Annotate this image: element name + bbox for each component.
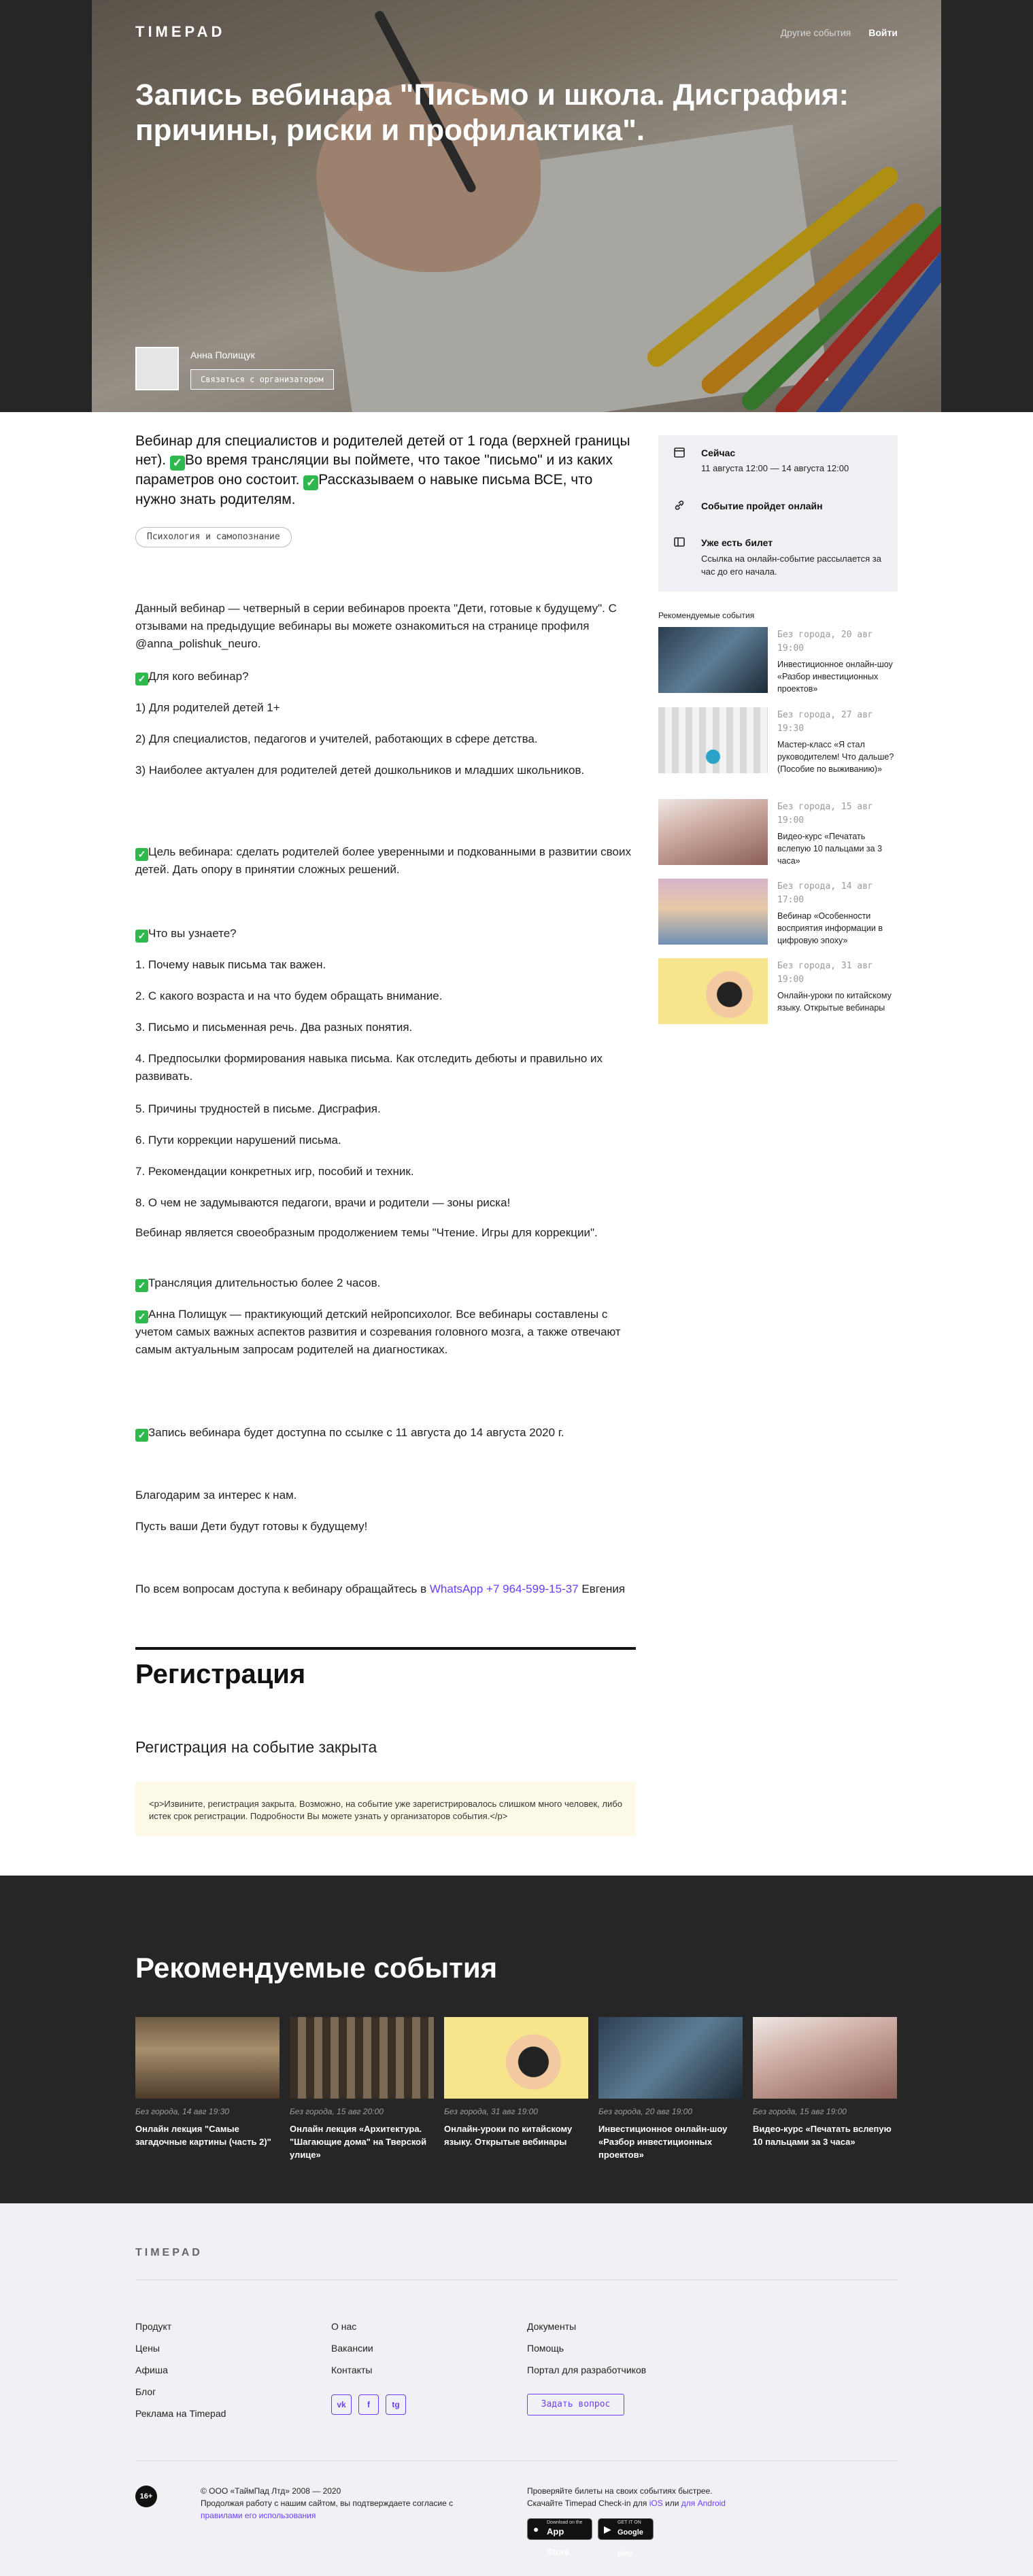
continuation-text: Вебинар является своеобразным продолжением темы "Чтение. Игры для коррекции". <box>135 1226 598 1239</box>
check-icon: ✓ <box>303 475 318 490</box>
rec-title[interactable]: Видео-курс «Печатать вслепую 10 пальцами за 3 часа» <box>777 832 883 866</box>
google-play-badge[interactable] <box>598 2518 654 2558</box>
rec-date: Без города, 14 авг 17:00 <box>777 881 873 905</box>
event-card[interactable] <box>135 2017 280 2148</box>
app-store-badge[interactable] <box>527 2518 592 2557</box>
card-date: Без города, 14 авг 19:30 <box>135 2107 229 2116</box>
facebook-icon[interactable]: f <box>358 2394 379 2415</box>
android-link[interactable]: для Android <box>681 2498 726 2508</box>
footer-col-1 <box>135 2316 226 2424</box>
card-title[interactable]: Онлайн лекция "Самые загадочные картины (часть 2)" <box>135 2124 271 2147</box>
lead-part2: Во время трансляции вы поймете, что такое "письмо" и из каких параметров оно состоит. <box>135 452 613 488</box>
rec-thumbnail[interactable] <box>658 799 768 865</box>
apps-mid: или <box>662 2498 681 2508</box>
check-icon: ✓ <box>135 1310 148 1323</box>
now-title: Сейчас <box>701 447 736 458</box>
footer-link[interactable]: Цены <box>135 2343 160 2354</box>
goal-text <box>135 843 632 879</box>
rec-title[interactable]: Онлайн-уроки по китайскому языку. Открытые вебинары <box>777 991 892 1013</box>
sidebar-rec-item[interactable] <box>658 958 898 1026</box>
card-image[interactable] <box>290 2017 434 2099</box>
organizer-name[interactable]: Анна Полищук <box>190 350 255 360</box>
event-card[interactable] <box>444 2017 588 2148</box>
contact-post: Евгения <box>578 1582 626 1595</box>
recommended-title: Рекомендуемые события <box>135 1952 498 1984</box>
footer-divider <box>135 2460 898 2461</box>
registration-closed-text: Регистрация на событие закрыта <box>135 1738 377 1756</box>
now-dates: 11 августа 12:00 — 14 августа 12:00 <box>701 463 849 473</box>
rec-date: Без города, 20 авг 19:00 <box>777 630 873 654</box>
play-icon: ▶ <box>604 2524 611 2535</box>
appstore-small: Download on the <box>547 2520 583 2525</box>
rec-date: Без города, 31 авг 19:00 <box>777 961 873 985</box>
organizer-avatar[interactable] <box>135 347 179 390</box>
learn-item: 1. Почему навык письма так важен. <box>135 958 326 971</box>
nav-login[interactable]: Войти <box>868 27 898 38</box>
sidebar-recs-label: Рекомендуемые события <box>658 611 755 620</box>
event-card[interactable] <box>290 2017 434 2161</box>
apps-text <box>527 2485 799 2509</box>
footer-link[interactable]: Реклама на Timepad <box>135 2408 226 2419</box>
sidebar-rec-item[interactable] <box>658 879 898 947</box>
learn-item: 3. Письмо и письменная речь. Два разных понятия. <box>135 1021 413 1034</box>
card-title[interactable]: Инвестиционное онлайн-шоу «Разбор инвестиционных проектов» <box>598 2124 728 2160</box>
card-image[interactable] <box>753 2017 897 2099</box>
event-lead <box>135 432 632 509</box>
contact-pre: По всем вопросам доступа к вебинару обращайтесь в <box>135 1582 430 1595</box>
card-date: Без города, 15 авг 19:00 <box>753 2107 847 2116</box>
learn-text: Что вы узнаете? <box>148 927 237 940</box>
author-content: Анна Полищук — практикующий детский нейропсихолог. Все вебинары составлены с учетом самых важных аспектов развития и созревания головного мозга, а также отвечают самым актуальным запросам родителей на диагностиках. <box>135 1308 621 1356</box>
author-text <box>135 1306 632 1359</box>
footer-link[interactable]: Контакты <box>331 2365 373 2375</box>
telegram-icon[interactable]: tg <box>386 2394 406 2415</box>
check-icon: ✓ <box>135 848 148 861</box>
intro-text: Данный вебинар — четверный в серии вебинаров проекта "Дети, готовые к будущему". С отзывами на предыдущие вебинары вы можете ознакомиться на странице профиля @anna_polishuk_neuro. <box>135 602 617 650</box>
footer-col-3 <box>527 2316 646 2381</box>
whom-item: 2) Для специалистов, педагогов и учителей, работающих в сфере детства. <box>135 732 538 745</box>
ask-question-button[interactable]: Задать вопрос <box>527 2394 624 2416</box>
appstore-label: App Store <box>547 2526 570 2557</box>
ticket-sub: Ссылка на онлайн-событие рассылается за час до его начала. <box>701 554 881 577</box>
check-icon: ✓ <box>135 1279 148 1292</box>
card-date: Без города, 15 авг 20:00 <box>290 2107 384 2116</box>
whatsapp-link[interactable]: WhatsApp +7 964-599-15-37 <box>429 1582 579 1595</box>
rec-title[interactable]: Инвестиционное онлайн-шоу «Разбор инвестиционных проектов» <box>777 660 893 694</box>
card-date: Без города, 20 авг 19:00 <box>598 2107 692 2116</box>
card-image[interactable] <box>598 2017 743 2099</box>
top-nav <box>781 27 898 38</box>
event-card[interactable] <box>753 2017 897 2148</box>
apps-line1: Проверяйте билеты на своих событиях быстрее. <box>527 2486 713 2496</box>
age-badge: 16+ <box>135 2486 157 2507</box>
duration-text <box>135 1274 632 1292</box>
lead-part1: Вебинар для специалистов и родителей детей от 1 года (верхней границы нет). <box>135 433 630 468</box>
rec-thumbnail[interactable] <box>658 707 768 773</box>
rec-date: Без города, 15 авг 19:00 <box>777 802 873 826</box>
check-icon: ✓ <box>135 930 148 943</box>
for-whom-heading <box>135 668 632 685</box>
apps-pre: Скачайте Timepad Check-in для <box>527 2498 649 2508</box>
access-text <box>135 1424 632 1442</box>
learn-item: 8. О чем не задумываются педагоги, врачи и родители — зоны риска! <box>135 1196 511 1209</box>
footer-link[interactable]: Продукт <box>135 2321 172 2332</box>
rec-title[interactable]: Вебинар «Особенности восприятия информации в цифровую эпоху» <box>777 911 883 945</box>
gplay-small: GET IT ON <box>617 2520 641 2525</box>
whom-item: 3) Наиболее актуален для родителей детей дошкольников и младших школьников. <box>135 764 585 777</box>
footer-link[interactable]: Блог <box>135 2386 156 2397</box>
learn-heading <box>135 925 632 943</box>
footer-link[interactable]: Документы <box>527 2321 577 2332</box>
registration-divider <box>135 1647 636 1650</box>
event-info-box <box>658 435 898 592</box>
whom-item: 1) Для родителей детей 1+ <box>135 701 280 714</box>
check-icon: ✓ <box>135 1429 148 1442</box>
registration-title: Регистрация <box>135 1659 306 1689</box>
thanks-text: Благодарим за интерес к нам. <box>135 1489 297 1502</box>
learn-item: 4. Предпосылки формирования навыка письма. Как отследить дебюты и правильно их развивать. <box>135 1052 603 1083</box>
nav-other-events[interactable]: Другие события <box>780 27 851 38</box>
lead-part3: Рассказываем о навыке письма ВСЕ, что нужно знать родителям. <box>135 472 593 507</box>
ticket-icon <box>673 536 685 548</box>
wish-text: Пусть ваши Дети будут готовы к будущему! <box>135 1520 368 1533</box>
learn-item: 7. Рекомендации конкретных игр, пособий и техник. <box>135 1165 414 1178</box>
learn-item: 5. Причины трудностей в письме. Дисграфия. <box>135 1102 381 1115</box>
footer-link[interactable]: Помощь <box>527 2343 564 2354</box>
access-content: Запись вебинара будет доступна по ссылке с 11 августа до 14 августа 2020 г. <box>148 1426 564 1439</box>
footer-col-2 <box>331 2316 373 2381</box>
vk-icon[interactable]: vk <box>331 2394 352 2415</box>
online-label: Событие пройдет онлайн <box>701 501 823 511</box>
duration-content: Трансляция длительностью более 2 часов. <box>148 1276 381 1289</box>
check-icon: ✓ <box>135 673 148 685</box>
footer-link[interactable]: Вакансии <box>331 2343 373 2354</box>
terms-link[interactable]: правилами его использования <box>201 2511 316 2520</box>
event-title: Запись вебинара "Письмо и школа. Дисграфия: причины, риски и профилактика". <box>135 78 849 147</box>
contact-text <box>135 1580 632 1598</box>
timepad-logo[interactable]: TIMEPAD <box>135 23 226 40</box>
registration-closed-note: <p>Извините, регистрация закрыта. Возможно, на событие уже зарегистрировалось слишком много человек, либо истек срок регистрации. Подробности Вы можете узнать у организаторов события.</p> <box>135 1782 636 1836</box>
category-tag[interactable]: Психология и самопознание <box>135 527 292 547</box>
ticket-title: Уже есть билет <box>701 537 773 548</box>
agree-pre: Продолжая работу с нашим сайтом, вы подтверждаете согласие с <box>201 2498 454 2508</box>
copyright-line: © ООО «ТаймПад Лтд» 2008 — 2020 <box>201 2486 341 2496</box>
footer-link[interactable]: О нас <box>331 2321 357 2332</box>
copyright-text <box>201 2485 493 2522</box>
rec-thumbnail[interactable] <box>658 958 768 1024</box>
apps-line2 <box>527 2497 799 2509</box>
sidebar-rec-item[interactable] <box>658 707 898 775</box>
learn-item: 6. Пути коррекции нарушений письма. <box>135 1134 341 1147</box>
footer-link[interactable]: Афиша <box>135 2365 168 2375</box>
contact-organizer-button[interactable]: Связаться с организатором <box>190 369 334 390</box>
gplay-label: Google play <box>617 2528 643 2558</box>
sidebar-rec-item[interactable] <box>658 799 898 867</box>
card-image[interactable] <box>135 2017 280 2099</box>
event-card[interactable] <box>598 2017 743 2161</box>
card-title[interactable]: Видео-курс «Печатать вслепую 10 пальцами за 3 часа» <box>753 2124 892 2147</box>
apple-icon: ● <box>533 2524 539 2535</box>
rec-thumbnail[interactable] <box>658 879 768 945</box>
footer-logo[interactable]: TIMEPAD <box>135 2247 203 2258</box>
card-date: Без города, 31 авг 19:00 <box>444 2107 538 2116</box>
agreement-text <box>201 2497 493 2522</box>
card-title[interactable]: Онлайн лекция «Архитектура. "Шагающие дома" на Тверской улице» <box>290 2124 427 2160</box>
sidebar-rec-item[interactable] <box>658 627 898 695</box>
calendar-icon <box>673 446 685 458</box>
footer-link[interactable]: Портал для разработчиков <box>527 2365 647 2375</box>
card-title[interactable]: Онлайн-уроки по китайскому языку. Открытые вебинары <box>444 2124 573 2147</box>
rec-date: Без города, 27 авг 19:30 <box>777 710 873 734</box>
rec-thumbnail[interactable] <box>658 627 768 693</box>
learn-item: 2. С какого возраста и на что будем обращать внимание. <box>135 989 443 1002</box>
link-icon <box>673 499 685 511</box>
ios-link[interactable]: iOS <box>649 2498 663 2508</box>
for-whom-text: Для кого вебинар? <box>148 670 249 683</box>
goal-content: Цель вебинара: сделать родителей более уверенными и подкованными в развитии своих детей. Дать опору в принятии сложных решений. <box>135 845 631 876</box>
rec-title[interactable]: Мастер-класс «Я стал руководителем! Что дальше? (Пособие по выживанию)» <box>777 740 894 774</box>
check-icon: ✓ <box>170 456 185 471</box>
card-image[interactable] <box>444 2017 588 2099</box>
